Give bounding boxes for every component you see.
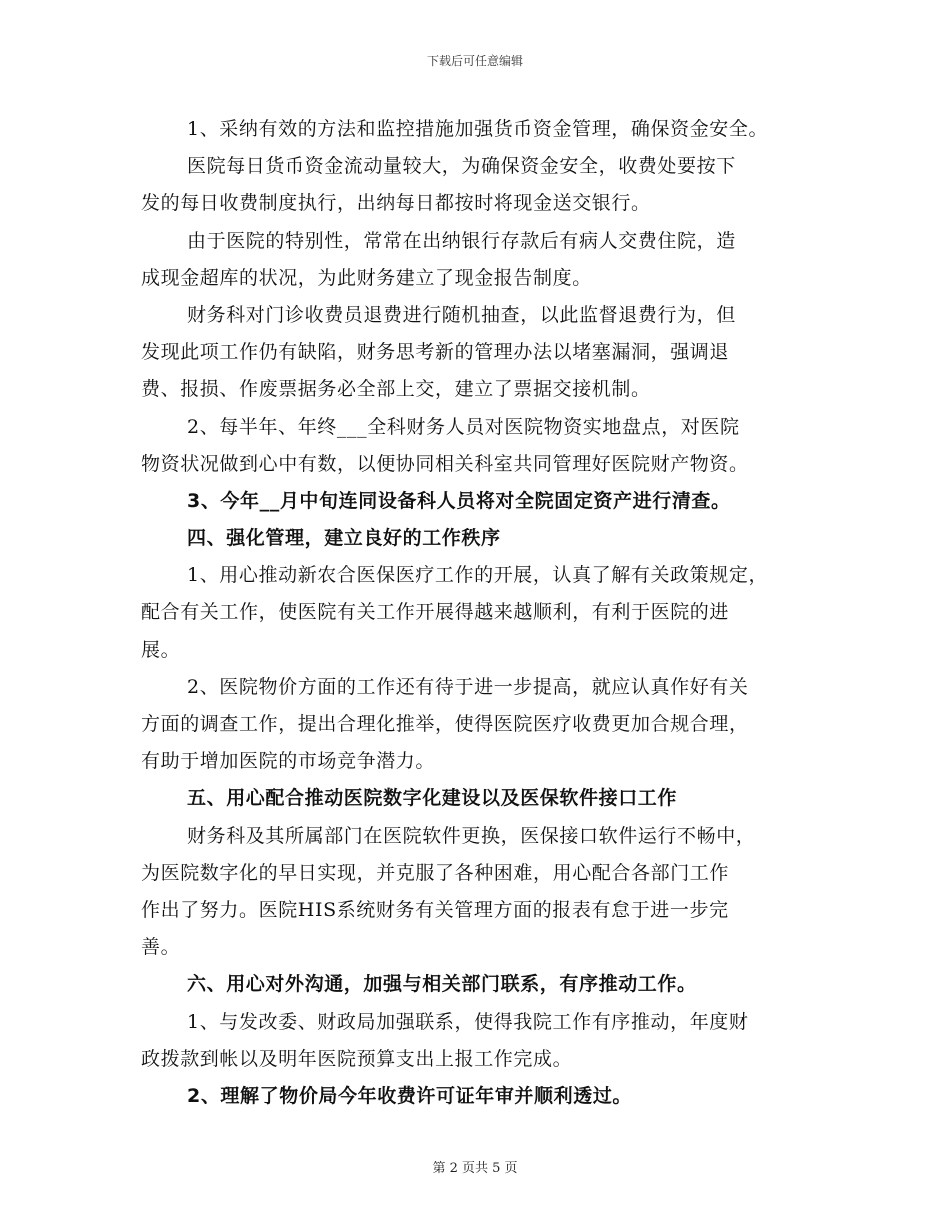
document-body	[141, 111, 821, 1115]
paragraph-line: 医院每日货币资金流动量较大，为确保资金安全，收费处要按下	[187, 155, 736, 178]
paragraph-line: 成现金超库的状况，为此财务建立了现金报告制度。	[141, 266, 592, 289]
paragraph-line: 1、用心推动新农合医保医疗工作的开展，认真了解有关政策规定，	[187, 564, 769, 587]
paragraph-line: 财务科及其所属部门在医院软件更换，医保接口软件运行不畅中，	[187, 824, 756, 847]
section-heading: 3、今年__月中旬连同设备科人员将对全院固定资产进行清查。	[187, 489, 731, 512]
paragraph-line: 展。	[141, 638, 181, 661]
section-heading: 四、强化管理，建立良好的工作秩序	[187, 527, 501, 550]
paragraph-line: 配合有关工作，使医院有关工作开展得越来越顺利，有利于医院的进	[141, 601, 730, 624]
paragraph-line: 政拨款到帐以及明年医院预算支出上报工作完成。	[141, 1047, 573, 1070]
page-footer: 第 2 页共 5 页	[432, 1161, 518, 1176]
paragraph-line: 1、与发改委、财政局加强联系，使得我院工作有序推动，年度财	[187, 1010, 749, 1033]
paragraph-line: 财务科对门诊收费员退费进行随机抽查，以此监督退费行为，但	[187, 303, 736, 326]
page-header: 下载后可任意编辑	[426, 54, 523, 68]
paragraph-line: 2、每半年、年终___全科财务人员对医院物资实地盘点，对医院	[187, 415, 740, 438]
paragraph-line: 有助于增加医院的市场竞争潜力。	[141, 750, 436, 773]
paragraph-line: 物资状况做到心中有数，以便协同相关科室共同管理好医院财产物资。	[141, 452, 749, 475]
paragraph-line: 费、报损、作废票据务必全部上交，建立了票据交接机制。	[141, 378, 651, 401]
section-heading: 2、理解了物价局今年收费许可证年审并顺利透过。	[187, 1084, 633, 1107]
section-heading: 六、用心对外沟通，加强与相关部门联系，有序推动工作。	[187, 973, 697, 996]
paragraph-line: 作出了努力。医院HIS系统财务有关管理方面的报表有怠于进一步完	[141, 898, 729, 921]
paragraph-line: 善。	[141, 936, 181, 959]
paragraph-line: 为医院数字化的早日实现，并克服了各种困难，用心配合各部门工作	[141, 861, 730, 884]
paragraph-line: 发的每日收费制度执行，出纳每日都按时将现金送交银行。	[141, 192, 651, 215]
paragraph-line: 方面的调查工作，提出合理化推举，使得医院医疗收费更加合规合理，	[141, 713, 749, 735]
paragraph-line: 由于医院的特别性，常常在出纳银行存款后有病人交费住院，造	[187, 229, 736, 252]
paragraph-line: 发现此项工作仍有缺陷，财务思考新的管理办法以堵塞漏洞，强调退	[141, 341, 730, 364]
section-heading: 五、用心配合推动医院数字化建设以及医保软件接口工作	[187, 787, 678, 810]
paragraph-line: 1、采纳有效的方法和监控措施加强货币资金管理，确保资金安全。	[187, 118, 769, 140]
paragraph-line: 2、医院物价方面的工作还有待于进一步提高，就应认真作好有关	[187, 675, 749, 698]
